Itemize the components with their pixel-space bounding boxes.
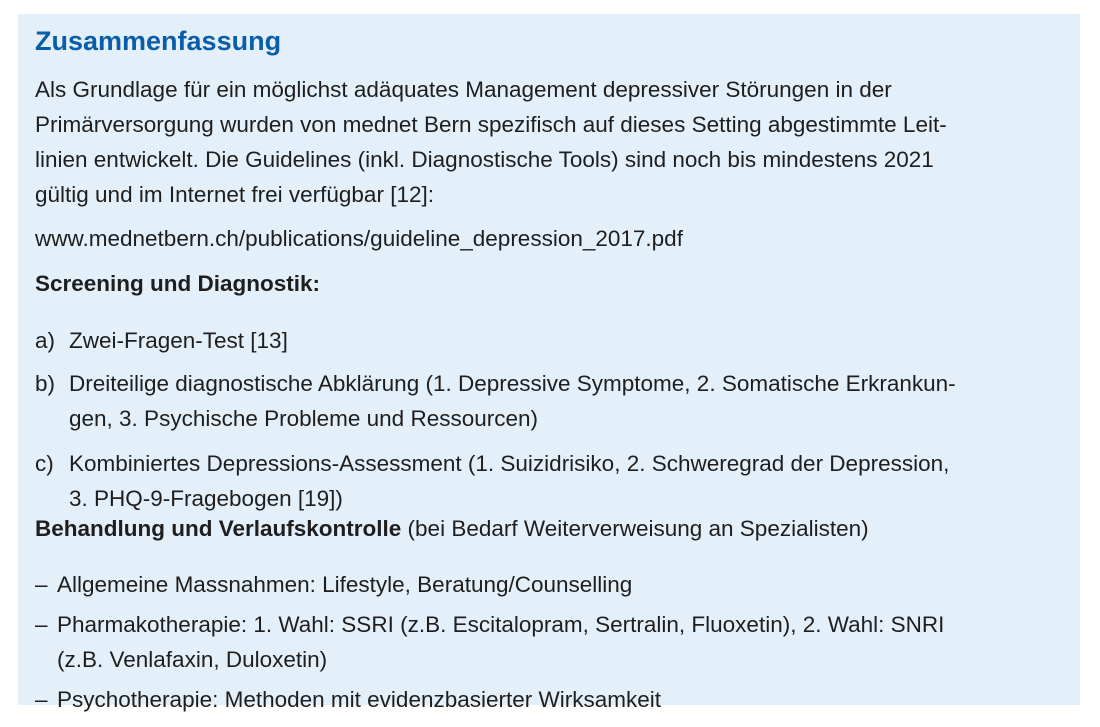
list-marker: b) [35, 371, 56, 396]
list-marker: – [35, 687, 48, 712]
treatment-note: (bei Bedarf Weiterverweisung an Spezialisten) [401, 516, 869, 541]
list-item-line: gen, 3. Psychische Probleme und Ressourcen) [69, 406, 538, 431]
list-item-text [57, 682, 661, 717]
intro-paragraph [35, 72, 947, 212]
treatment-heading: Behandlung und Verlaufskontrolle [35, 516, 402, 541]
list-item-line: (z.B. Venlafaxin, Duloxetin) [57, 647, 328, 672]
intro-line: Als Grundlage für ein möglichst adäquates Management depressiver Störungen in der [35, 77, 892, 102]
list-item-line: Kombiniertes Depressions-Assessment (1. Suizidrisiko, 2. Schweregrad der Depression, [69, 451, 950, 476]
list-marker: c) [35, 451, 54, 476]
list-item-text [69, 446, 949, 516]
treatment-heading-row [35, 516, 869, 542]
list-item-line: 3. PHQ-9-Fragebogen [19]) [69, 486, 343, 511]
list-item-text [69, 366, 956, 436]
list-item-line: Zwei-Fragen-Test [13] [69, 328, 288, 353]
list-marker: a) [35, 328, 56, 353]
list-item-line: Allgemeine Massnahmen: Lifestyle, Beratung/Counselling [57, 572, 633, 597]
list-marker: – [35, 572, 48, 597]
screening-heading: Screening und Diagnostik: [35, 271, 321, 296]
list-item-text [57, 607, 944, 677]
intro-line: gültig und im Internet frei verfügbar [12]: [35, 182, 434, 207]
list-marker: – [35, 612, 48, 637]
summary-title: Zusammenfassung [35, 26, 282, 56]
intro-line: linien entwickelt. Die Guidelines (inkl. Diagnostische Tools) sind noch bis mindestens 2021 [35, 147, 934, 172]
list-item-line: Dreiteilige diagnostische Abklärung (1. Depressive Symptome, 2. Somatische Erkrankun- [69, 371, 956, 396]
list-item-line: Pharmakotherapie: 1. Wahl: SSRI (z.B. Escitalopram, Sertralin, Fluoxetin), 2. Wahl: SNRI [57, 612, 945, 637]
guideline-url: www.mednetbern.ch/publications/guideline_depression_2017.pdf [35, 226, 683, 251]
list-item-line: Psychotherapie: Methoden mit evidenzbasierter Wirksamkeit [57, 687, 662, 712]
list-item-text [57, 567, 632, 602]
list-item-text [69, 323, 288, 358]
summary-box [18, 14, 1080, 712]
intro-line: Primärversorgung wurden von mednet Bern spezifisch auf dieses Setting abgestimmte Leit- [35, 112, 947, 137]
